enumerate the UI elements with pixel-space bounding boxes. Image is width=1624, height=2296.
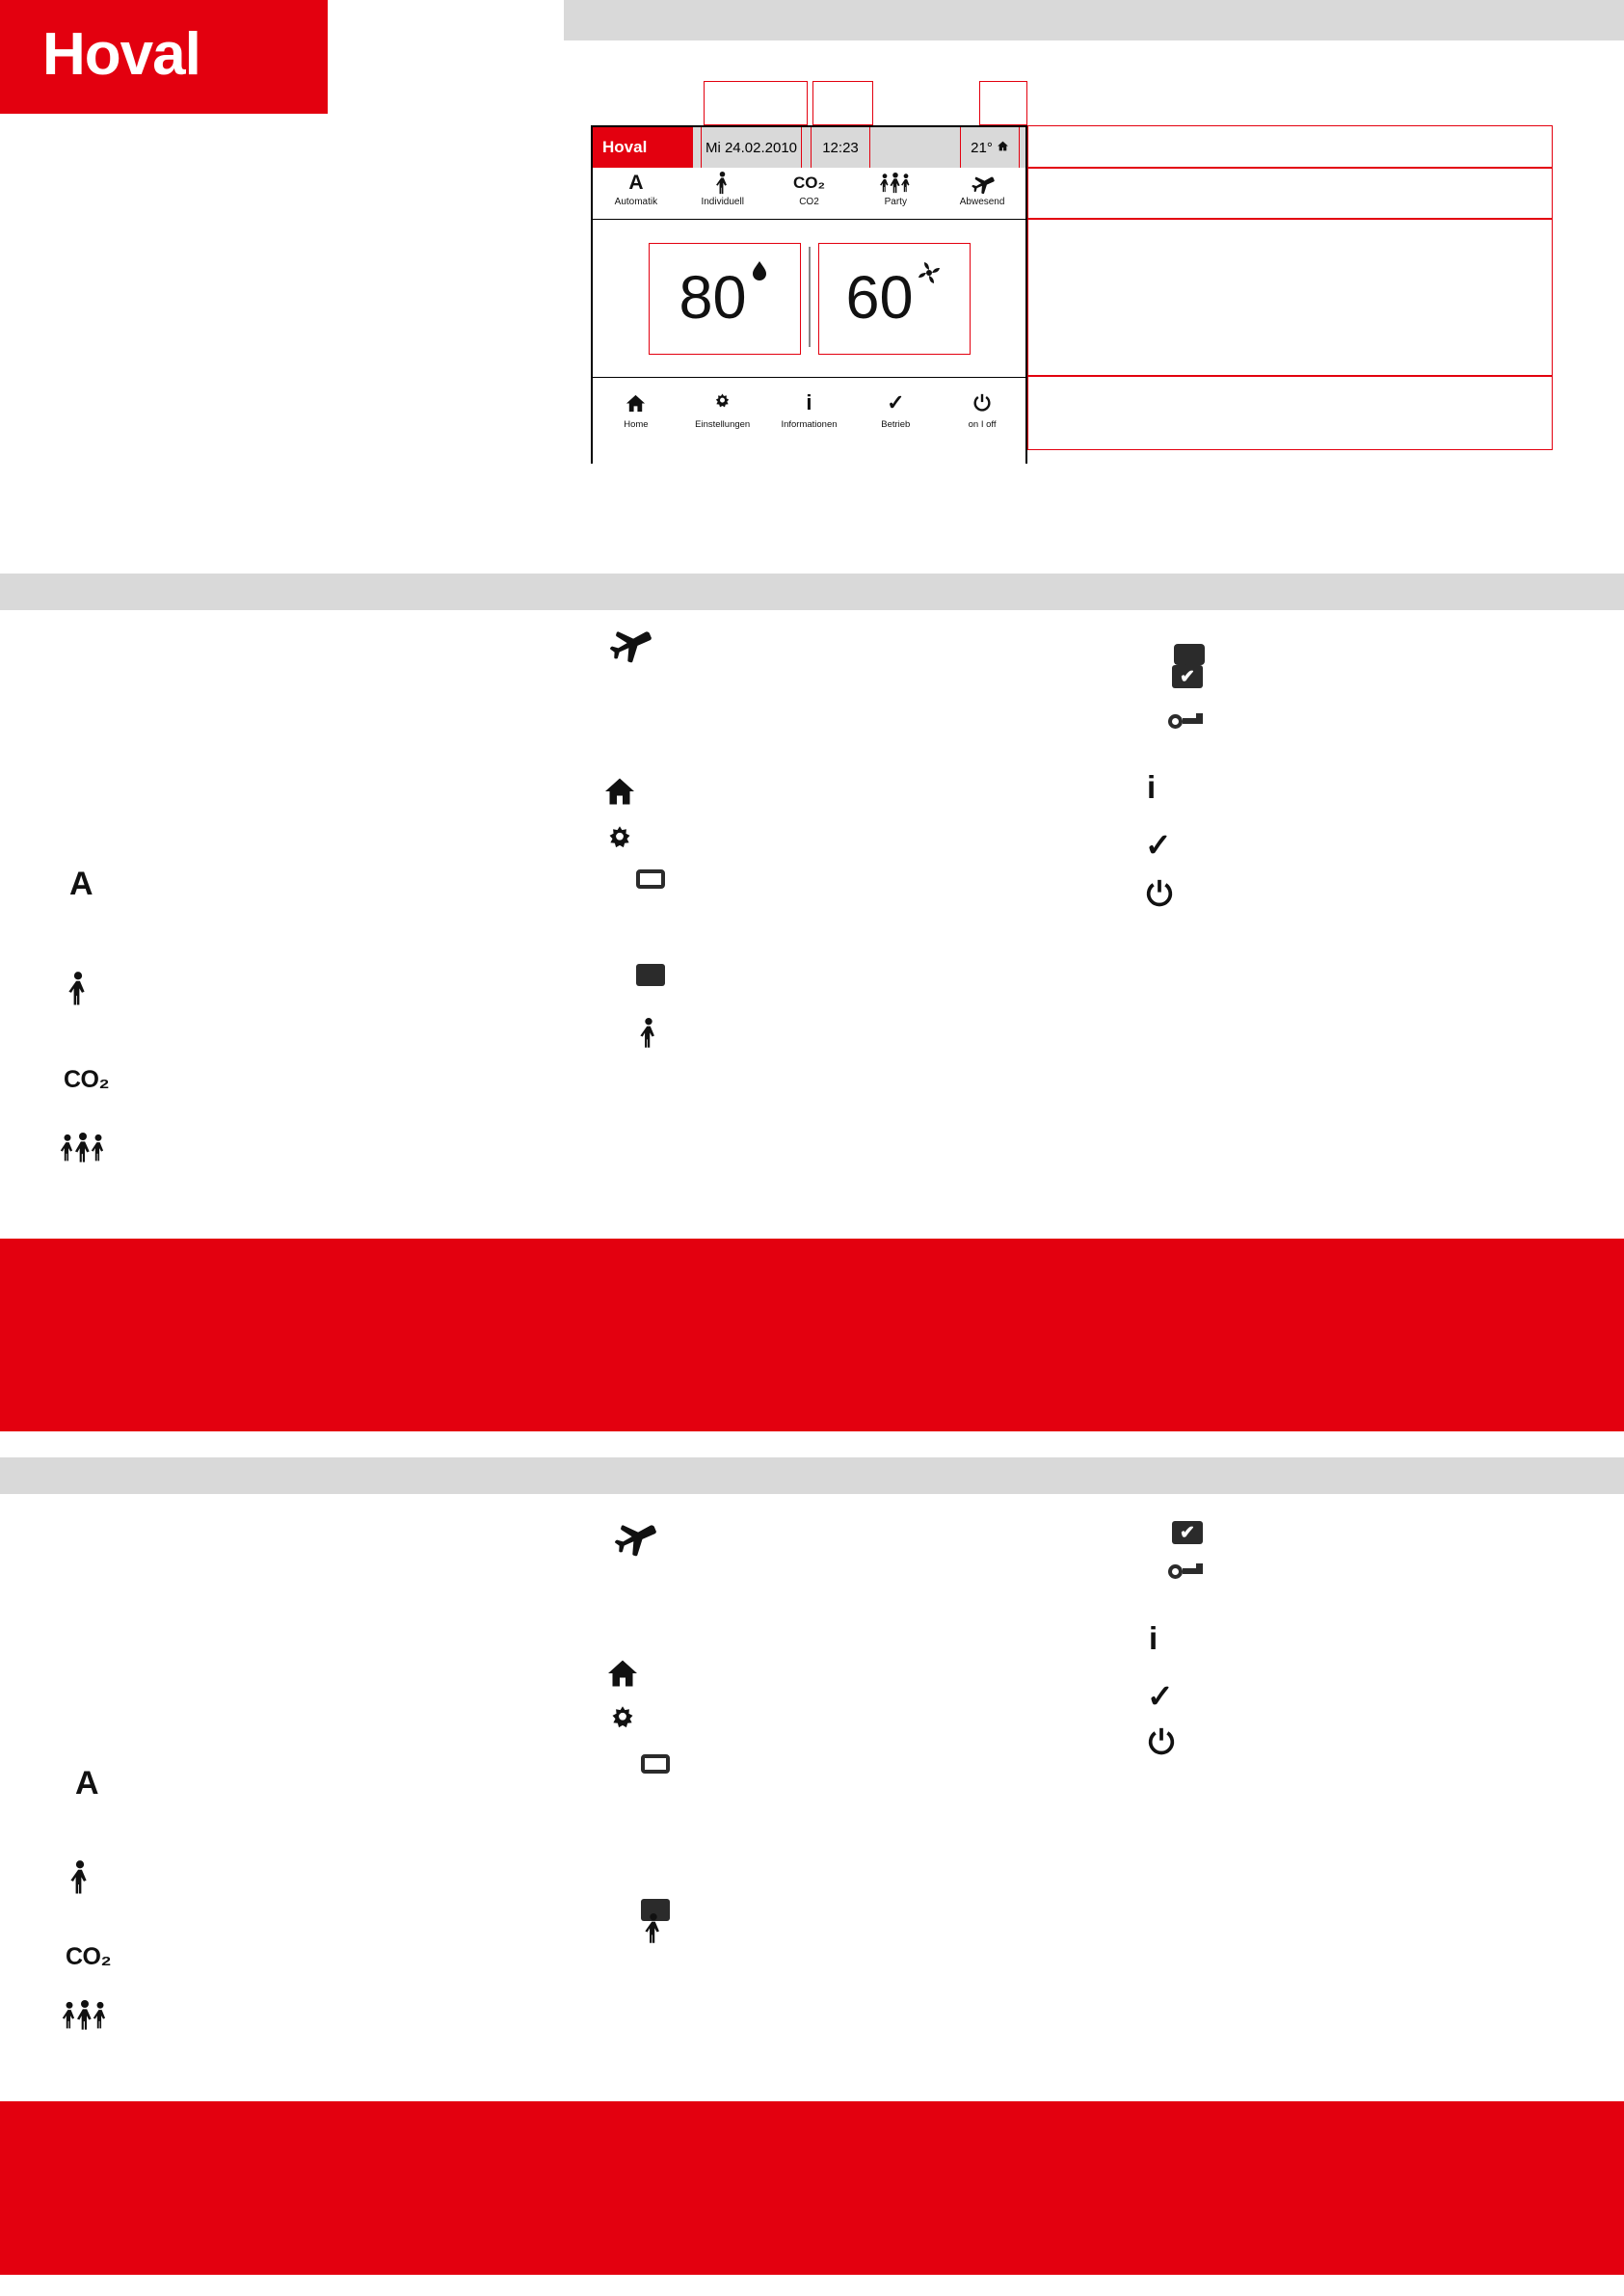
top-grey-band (564, 0, 1624, 40)
home-icon (605, 1656, 640, 1691)
home-icon (602, 774, 637, 809)
nav-label: Home (624, 419, 649, 430)
check-icon: ✓ (1147, 1678, 1174, 1714)
status-temperature (960, 127, 1020, 168)
mode-label: Abwesend (959, 197, 1005, 207)
group-icon (880, 171, 911, 196)
person-icon (69, 1860, 91, 1895)
speech-bubble-icon (1174, 644, 1205, 665)
device-main-values (593, 220, 1025, 378)
letter-a-icon: A (69, 866, 93, 902)
co2-icon: CO₂ (64, 1066, 110, 1093)
mode-item-co2[interactable] (766, 168, 853, 219)
mode-item-automatik[interactable] (593, 168, 679, 219)
checkbox-icon: ✔ (1172, 665, 1203, 688)
value-humidity-number: 80 (679, 264, 747, 332)
callout-time (812, 81, 873, 125)
check-icon: ✓ (1145, 827, 1172, 863)
display-rect-icon (636, 869, 665, 889)
status-date: Mi 24.02.2010 (701, 127, 802, 168)
section-bar-2 (0, 1457, 1624, 1494)
callout-date (704, 81, 808, 125)
device-screenshot (591, 125, 1027, 464)
key-icon (1168, 1563, 1203, 1579)
device-status-bar (593, 127, 1025, 168)
nav-item-home[interactable] (593, 389, 679, 430)
co2-icon: CO₂ (66, 1943, 112, 1970)
value-divider (809, 247, 811, 347)
value-fan[interactable] (818, 243, 971, 355)
nav-label: Informationen (781, 419, 838, 430)
info-icon: i (806, 390, 812, 414)
mode-label: Individuell (701, 197, 744, 207)
power-icon (1145, 1725, 1178, 1758)
brand-wordmark: Hoval (42, 21, 200, 88)
mode-item-party[interactable] (852, 168, 939, 219)
power-icon (972, 389, 993, 416)
device-nav-bar (593, 378, 1025, 475)
device-logo: Hoval (593, 127, 693, 168)
droplet-icon (749, 259, 770, 294)
key-icon (1168, 713, 1203, 729)
mode-label: Automatik (614, 197, 658, 207)
person-small-icon (639, 1018, 658, 1049)
callout-modebar-row (1027, 168, 1553, 219)
gear-icon (602, 824, 637, 859)
mode-item-abwesend[interactable] (939, 168, 1025, 219)
display-rect-icon (641, 1754, 670, 1774)
nav-item-einstellungen[interactable] (679, 389, 766, 430)
home-icon (997, 140, 1009, 156)
value-humidity[interactable] (649, 243, 801, 355)
nav-label: on I off (968, 419, 997, 430)
info-icon: i (1147, 769, 1157, 805)
nav-label: Betrieb (881, 419, 911, 430)
status-temperature-value: 21° (971, 139, 993, 156)
letter-a-icon: A (628, 172, 644, 194)
red-block-2 (0, 2101, 1624, 2275)
info-icon: i (1149, 1620, 1158, 1656)
red-block-1 (0, 1239, 1624, 1431)
gear-icon (605, 1704, 640, 1739)
brand-block (0, 0, 328, 114)
person-icon (715, 171, 730, 196)
co2-icon: CO₂ (792, 174, 826, 192)
mode-label: Party (884, 197, 907, 207)
nav-label: Einstellungen (695, 419, 751, 430)
device-mode-bar (593, 168, 1025, 220)
airplane-icon (602, 622, 655, 664)
callout-navbar-row (1027, 376, 1553, 450)
value-fan-number: 60 (845, 264, 914, 332)
callout-main-row (1027, 219, 1553, 376)
mode-item-individuell[interactable] (679, 168, 766, 219)
nav-item-onoff[interactable] (939, 389, 1025, 430)
group-icon (60, 1133, 106, 1163)
status-time: 12:23 (811, 127, 870, 168)
check-icon: ✓ (887, 390, 905, 414)
group-icon (62, 2000, 108, 2031)
gear-icon (711, 389, 733, 416)
person-small-icon (644, 1913, 663, 1944)
checkbox-icon: ✔ (1172, 1521, 1203, 1544)
person-icon (67, 972, 89, 1006)
power-icon (1143, 877, 1176, 910)
nav-item-informationen[interactable] (766, 389, 853, 430)
section-bar-1 (0, 574, 1624, 610)
home-icon (625, 389, 647, 416)
mode-label: CO2 (799, 197, 819, 207)
airplane-icon (607, 1515, 660, 1558)
nav-item-betrieb[interactable] (852, 389, 939, 430)
callout-temp (979, 81, 1027, 125)
top-grey-band-inner (564, 0, 1610, 40)
airplane-icon (969, 171, 996, 196)
fan-icon (916, 259, 943, 294)
callout-statusbar-row (1027, 125, 1553, 168)
calendar-icon (636, 964, 665, 986)
letter-a-icon: A (75, 1765, 99, 1802)
